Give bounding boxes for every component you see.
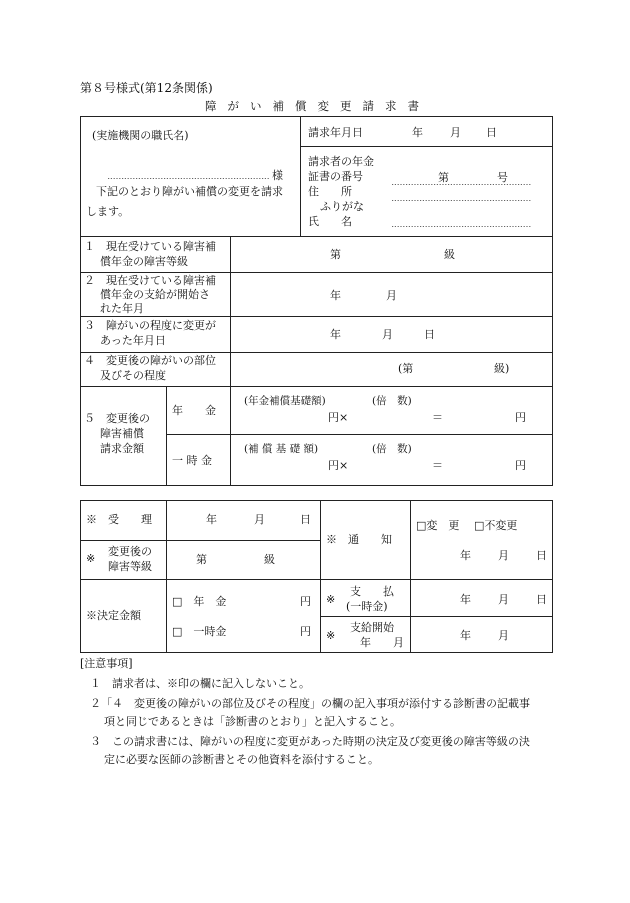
grade-kyu: 級	[264, 553, 275, 566]
receipt-month: 月	[254, 513, 265, 526]
form-title: 障がい補償変更請求書	[205, 99, 430, 113]
start-year: 年	[460, 629, 471, 642]
decision-pension-yen: 円	[300, 595, 311, 608]
grade-label-1: 変更後の	[108, 545, 152, 558]
receipt-year: 年	[206, 513, 217, 526]
row5-lump-yen-x: 円×	[328, 459, 349, 472]
furigana-label: ふりがな	[320, 200, 364, 213]
sama-text: 様	[272, 169, 283, 182]
row2-year: 年	[330, 289, 341, 302]
row3-day: 日	[424, 328, 435, 341]
decision-pension-checkbox[interactable]: □ 年 金	[172, 595, 227, 608]
row5-pension-base-label: (年金補償基礎額)	[244, 395, 326, 407]
pension-number-label-2: 証書の番号	[308, 170, 363, 183]
request-date-month: 月	[450, 126, 461, 139]
row2-label-3: れた年月	[100, 302, 144, 315]
start-label-1: 支給開始	[350, 621, 394, 634]
row5-lump-multiplier-label: (倍 数)	[372, 443, 412, 455]
request-line-1: 下記のとおり障がい補償の変更を請求	[96, 185, 283, 198]
row4-kyu: 級)	[494, 362, 510, 375]
institution-label: (実施機関の職氏名)	[92, 129, 189, 142]
grade-label-2: 障害等級	[108, 560, 152, 573]
notice-year: 年	[460, 549, 471, 562]
payment-label-2: (一時金)	[346, 600, 388, 613]
pension-number-label-1: 請求者の年金	[308, 155, 374, 168]
note-2-line-1: ２「４ 変更後の障がいの部位及びその程度」の欄の記入事項が添付する診断書の記載事	[90, 697, 530, 710]
row1-kyu: 級	[444, 248, 455, 261]
row5-lump-yen: 円	[515, 459, 526, 472]
note-1: １ 請求者は、※印の欄に記入しないこと。	[90, 677, 310, 690]
row5-label-2: 障害補償	[100, 427, 144, 440]
grade-mark: ※	[86, 552, 96, 565]
row3-label-2: あった年月日	[100, 334, 166, 347]
row3-label-1: ３ 障がいの程度に変更が	[84, 319, 216, 332]
row5-lump-equals: ＝	[432, 459, 443, 472]
notes-heading: [注意事項]	[80, 657, 133, 670]
row5-label-3: 請求金額	[100, 442, 144, 455]
row5-pension-label: 年 金	[172, 404, 216, 417]
request-date-label: 請求年月日	[308, 126, 363, 139]
row1-dai: 第	[330, 248, 341, 261]
decision-lump-checkbox[interactable]: □ 一時金	[172, 625, 227, 638]
row5-pension-equals: ＝	[432, 411, 443, 424]
row3-year: 年	[330, 328, 341, 341]
row5-lump-base-label: (補 償 基 礎 額)	[244, 443, 319, 455]
decision-amount-label: ※決定金額	[86, 609, 141, 622]
note-3-line-1: ３ この請求書には、障がいの程度に変更があった時期の決定及び変更後の障害等級の決	[90, 735, 530, 748]
row4-dai: (第	[398, 362, 414, 375]
note-2-line-2: 項と同じであるときは「診断書のとおり」と記入すること。	[104, 715, 401, 728]
row3-month: 月	[382, 328, 393, 341]
notice-day: 日	[536, 549, 547, 562]
row5-pension-yen: 円	[515, 411, 526, 424]
row2-label-1: ２ 現在受けている障害補	[84, 274, 216, 287]
start-month: 月	[498, 629, 509, 642]
request-date-day: 日	[486, 126, 497, 139]
row4-label-2: 及びその程度	[100, 369, 166, 382]
payment-mark: ※	[326, 593, 336, 606]
notice-unchanged-checkbox[interactable]: □不変更	[474, 519, 518, 532]
notice-changed-checkbox[interactable]: □変 更	[416, 519, 460, 532]
notice-label: ※ 通 知	[326, 533, 392, 546]
decision-lump-yen: 円	[300, 625, 311, 638]
name-label: 氏 名	[308, 215, 352, 228]
row5-pension-multiplier-label: (倍 数)	[372, 395, 412, 407]
start-mark: ※	[326, 629, 336, 642]
payment-day: 日	[536, 593, 547, 606]
pension-number-go: 号	[497, 171, 508, 184]
pension-number-dai: 第	[438, 171, 449, 184]
request-line-2: します。	[86, 205, 130, 218]
payment-label-1: 支 払	[350, 585, 394, 598]
row5-lump-label: 一 時 金	[172, 454, 212, 467]
row4-label-1: ４ 変更後の障がいの部位	[84, 354, 216, 367]
notice-month: 月	[498, 549, 509, 562]
request-date-year: 年	[412, 126, 423, 139]
grade-dai: 第	[196, 553, 207, 566]
row1-label-1: １ 現在受けている障害補	[84, 240, 216, 253]
receipt-label: ※ 受 理	[86, 513, 152, 526]
row5-pension-yen-x: 円×	[328, 411, 349, 424]
form-number: 第８号様式(第12条関係)	[80, 81, 213, 95]
row2-label-2: 償年金の支給が開始さ	[100, 288, 210, 301]
start-label-2: 年 月	[360, 636, 404, 649]
row1-label-2: 償年金の障害等級	[100, 255, 188, 268]
payment-year: 年	[460, 593, 471, 606]
note-3-line-2: 定に必要な医師の診断書とその他資料を添付すること。	[104, 753, 379, 766]
address-label: 住 所	[308, 185, 352, 198]
payment-month: 月	[498, 593, 509, 606]
row2-month: 月	[386, 289, 397, 302]
receipt-day: 日	[300, 513, 311, 526]
row5-label-1: ５ 変更後の	[84, 412, 150, 425]
